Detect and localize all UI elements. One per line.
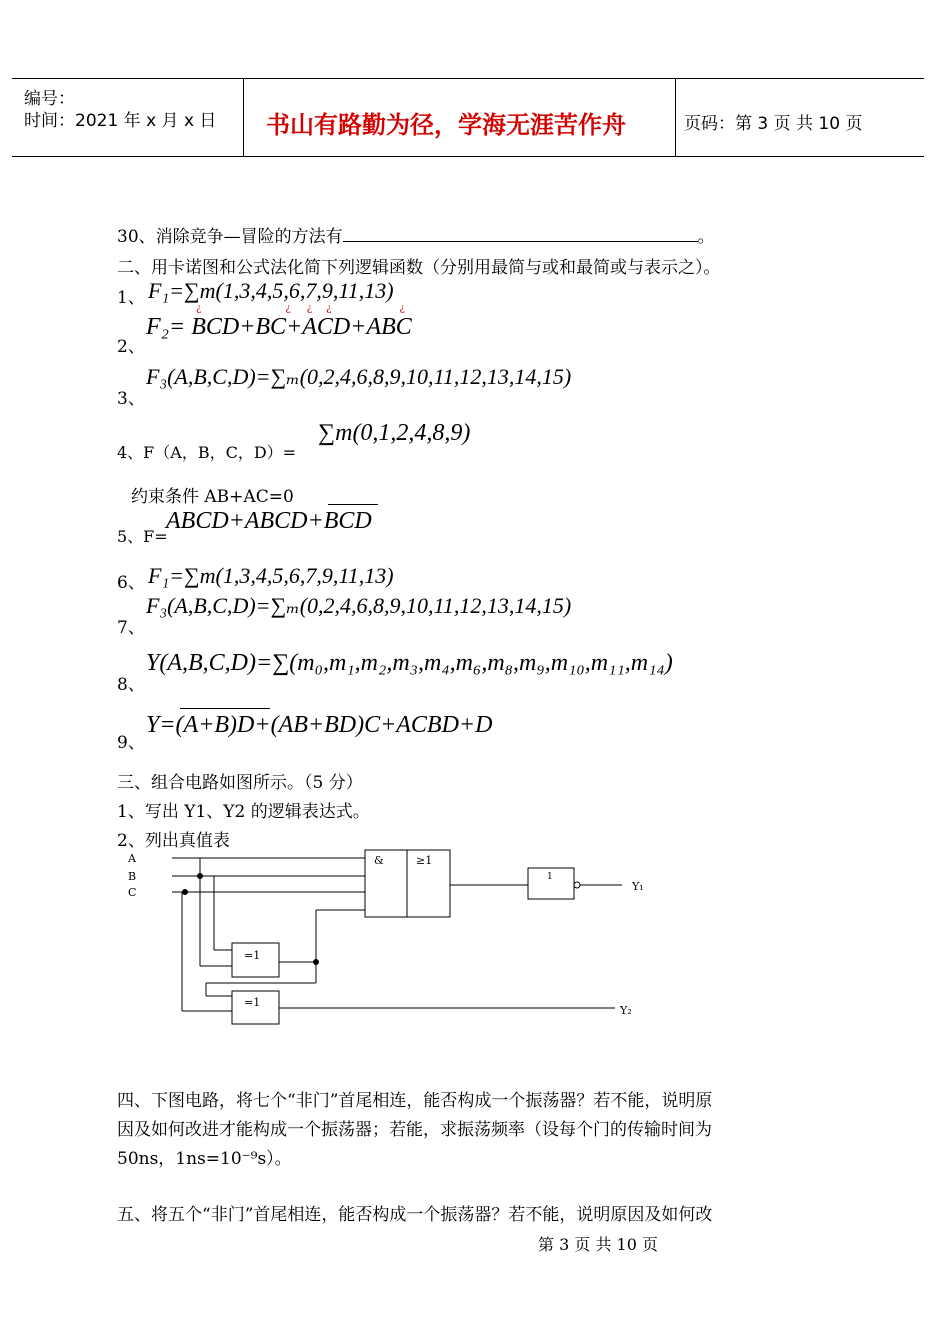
question-30-end: 。	[697, 227, 715, 247]
section-3-question-1: 1、写出 Y1、Y2 的逻辑表达式。	[117, 802, 370, 822]
section-3-question-2: 2、列出真值表	[117, 831, 230, 851]
problem-8-label: 8、	[117, 675, 145, 695]
problem-5-expression: ABCD+ABCD+BCD	[166, 508, 372, 534]
problem-2-expression: F₂= BCD+BC+ACD+ABC	[146, 314, 412, 340]
section-2-title: 二、用卡诺图和公式法化简下列逻辑函数（分别用最简与或和最简或与表示之）。	[117, 258, 721, 278]
header-divider-left	[243, 78, 244, 156]
and-gate-symbol: &	[374, 854, 384, 867]
problem-4-label: 4、F（A，B，C，D）=	[117, 443, 297, 462]
problem-5-overbar-long	[328, 504, 378, 505]
problem-9-label: 9、	[117, 733, 145, 753]
or-gate-symbol: ≥1	[416, 854, 433, 867]
problem-5-label: 5、F=	[117, 527, 168, 546]
problem-9-expression: Y=(A+B)D+(AB+BD)C+ACBD+D	[146, 712, 493, 738]
problem-8-expression: Y(A,B,C,D)=∑(m₀,m₁,m₂,m₃,m₄,m₆,m₈,m₉,m₁₀,m₁₁,m₁₄)	[146, 650, 673, 676]
combinational-circuit-diagram	[110, 846, 670, 1026]
section-4-line-1: 四、下图电路，将七个“非门”首尾相连，能否构成一个振荡器？若不能，说明原	[117, 1091, 713, 1111]
problem-1-marks: ¿ ¿ ¿ ¿ ¿	[196, 303, 405, 314]
header-motto: 书山有路勤为径，学海无涯苦作舟	[266, 111, 626, 139]
problem-6-expression: F₁=∑m(1,3,4,5,6,7,9,11,13)	[148, 563, 394, 588]
output-y1-label: Y₁	[632, 880, 644, 893]
input-b-label: B	[128, 870, 137, 883]
not-gate-symbol: 1	[547, 872, 553, 882]
problem-4-expression: ∑m(0,1,2,4,8,9)	[318, 420, 471, 446]
header-top-rule	[12, 78, 924, 79]
header-divider-right	[675, 78, 676, 156]
header-time-label: 时间：2021 年 x 月 x 日	[24, 111, 217, 131]
problem-6-label: 6、	[117, 573, 145, 593]
question-30	[117, 222, 715, 247]
input-c-label: C	[128, 886, 137, 899]
output-y2-label: Y₂	[620, 1004, 632, 1017]
question-30-text: 30、消除竞争—冒险的方法有	[117, 227, 343, 247]
header-bottom-rule	[12, 156, 924, 157]
problem-4-constraint: 约束条件 AB+AC=0	[131, 487, 294, 507]
xor-gate-1-symbol: =1	[244, 949, 261, 962]
header-page-label: 页码：第 3 页 共 10 页	[684, 114, 863, 134]
section-4-line-3: 50ns，1ns=10⁻⁹s）。	[117, 1149, 292, 1169]
input-a-label: A	[128, 852, 136, 865]
xor-gate-2-symbol: =1	[244, 996, 261, 1009]
problem-7-label: 7、	[117, 618, 145, 638]
section-4-line-2: 因及如何改进才能构成一个振荡器；若能，求振荡频率（设每个门的传输时间为	[117, 1120, 712, 1140]
header-number-label: 编号：	[24, 89, 75, 109]
problem-3-expression: F₃(A,B,C,D)=∑ₘ(0,2,4,6,8,9,10,11,12,13,14,15)	[146, 364, 572, 389]
problem-7-expression: F₃(A,B,C,D)=∑ₘ(0,2,4,6,8,9,10,11,12,13,14,15)	[146, 593, 572, 618]
section-5-line-1: 五、将五个“非门”首尾相连，能否构成一个振荡器？若不能，说明原因及如何改	[117, 1205, 713, 1225]
footer-page-number: 第 3 页 共 10 页	[538, 1235, 658, 1254]
problem-1-expression: F₁=∑m(1,3,4,5,6,7,9,11,13)	[148, 278, 394, 303]
problem-9-overbar-long	[180, 708, 270, 709]
problem-2-label: 2、	[117, 337, 145, 357]
problem-3-label: 3、	[117, 389, 145, 409]
section-3-title: 三、组合电路如图所示。（5 分）	[117, 773, 363, 793]
answer-blank	[343, 227, 698, 242]
problem-1-label: 1、	[117, 288, 145, 308]
